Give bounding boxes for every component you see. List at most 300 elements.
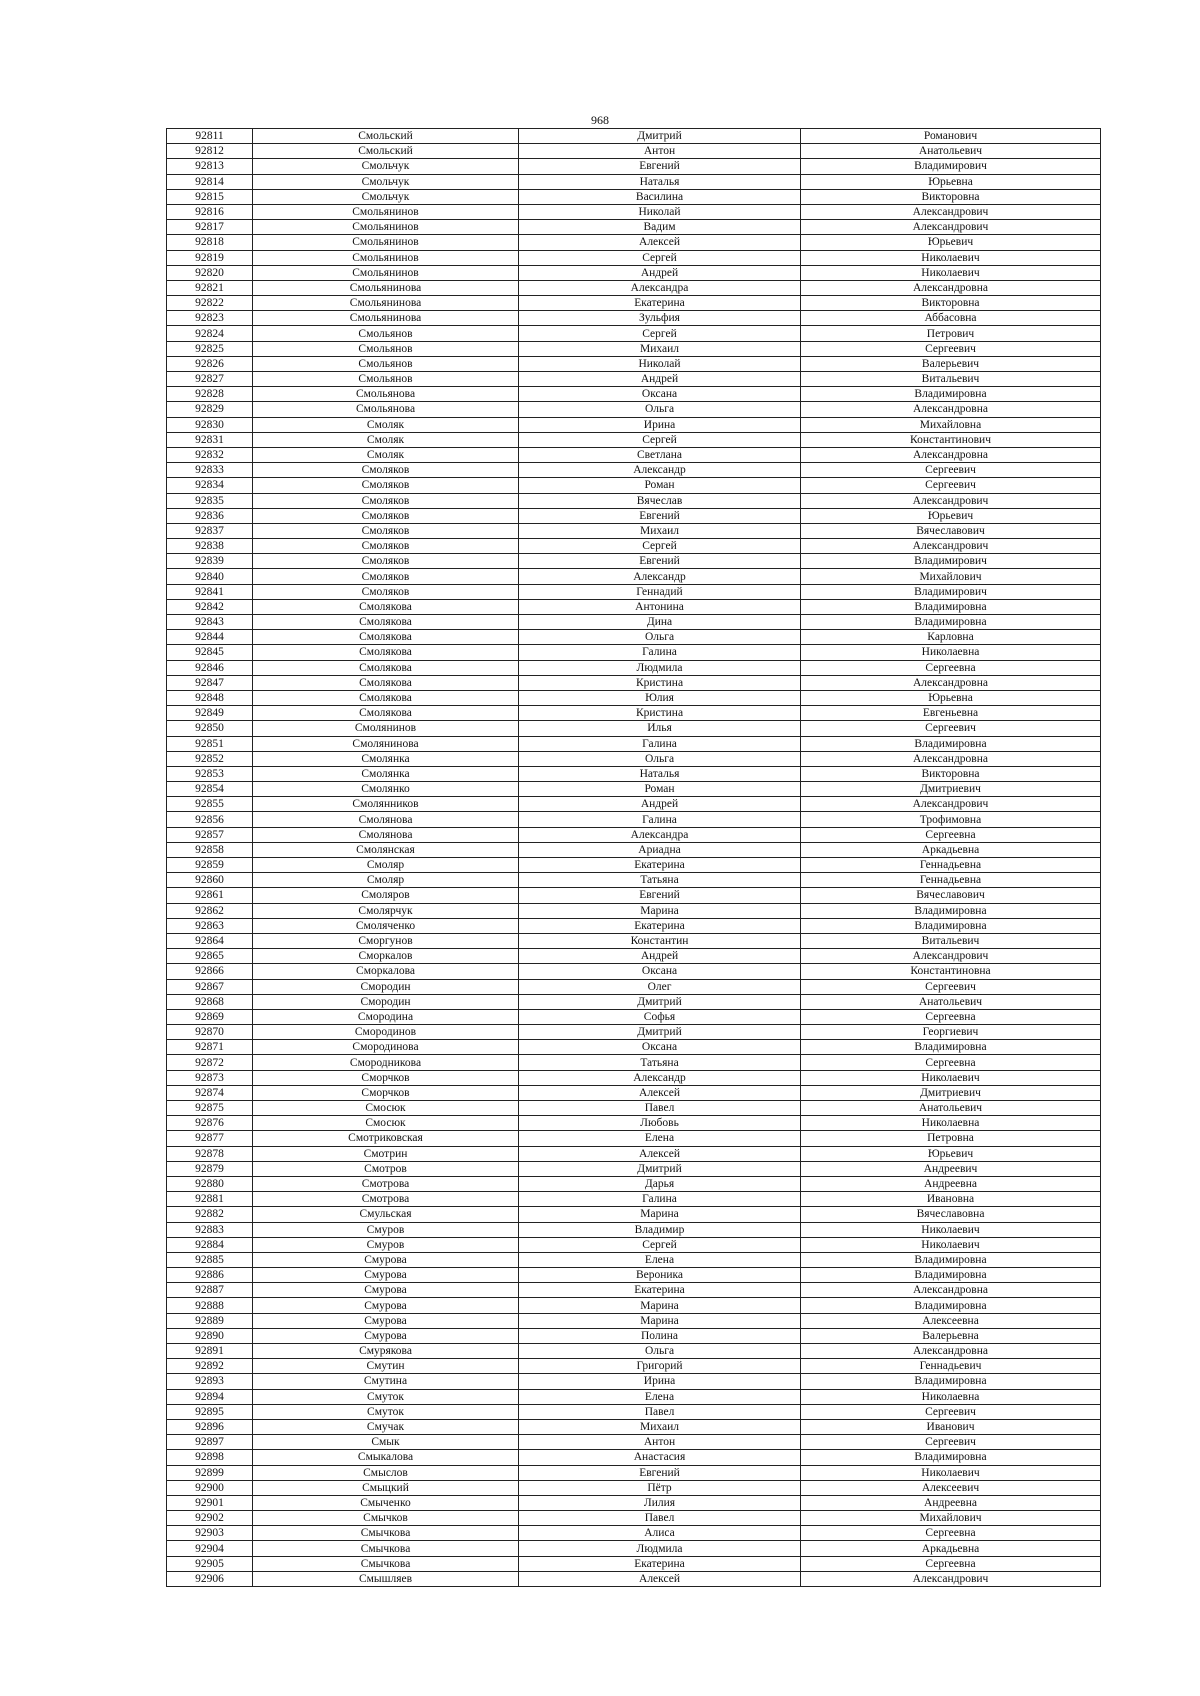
- patronymic-cell: Аркадьевна: [801, 1541, 1101, 1556]
- last-name-cell: Смыцкий: [253, 1480, 519, 1495]
- record-number-cell: 92825: [167, 341, 253, 356]
- record-number-cell: 92856: [167, 812, 253, 827]
- patronymic-cell: Владимировна: [801, 1252, 1101, 1267]
- last-name-cell: Смолянинова: [253, 736, 519, 751]
- record-number-cell: 92875: [167, 1101, 253, 1116]
- first-name-cell: Людмила: [519, 660, 801, 675]
- last-name-cell: Смольянинова: [253, 311, 519, 326]
- patronymic-cell: Карловна: [801, 630, 1101, 645]
- first-name-cell: Николай: [519, 204, 801, 219]
- first-name-cell: Вячеслав: [519, 493, 801, 508]
- first-name-cell: Наталья: [519, 174, 801, 189]
- first-name-cell: Андрей: [519, 797, 801, 812]
- patronymic-cell: Дмитриевич: [801, 782, 1101, 797]
- last-name-cell: Смурова: [253, 1298, 519, 1313]
- table-row: [167, 356, 1101, 371]
- first-name-cell: Ольга: [519, 1344, 801, 1359]
- table-row: [167, 797, 1101, 812]
- patronymic-cell: Николаевич: [801, 1237, 1101, 1252]
- first-name-cell: Татьяна: [519, 1055, 801, 1070]
- patronymic-cell: Константинович: [801, 432, 1101, 447]
- table-row: [167, 1313, 1101, 1328]
- record-number-cell: 92862: [167, 903, 253, 918]
- table-row: [167, 979, 1101, 994]
- record-number-cell: 92822: [167, 296, 253, 311]
- first-name-cell: Алексей: [519, 1146, 801, 1161]
- last-name-cell: Смуров: [253, 1237, 519, 1252]
- record-number-cell: 92873: [167, 1070, 253, 1085]
- table-row: [167, 706, 1101, 721]
- table-row: [167, 402, 1101, 417]
- record-number-cell: 92849: [167, 706, 253, 721]
- first-name-cell: Павел: [519, 1404, 801, 1419]
- table-row: [167, 812, 1101, 827]
- table-row: [167, 1025, 1101, 1040]
- record-number-cell: 92903: [167, 1526, 253, 1541]
- last-name-cell: Смычкова: [253, 1541, 519, 1556]
- names-table-body: [167, 129, 1101, 1587]
- last-name-cell: Смородникова: [253, 1055, 519, 1070]
- last-name-cell: Смычкова: [253, 1556, 519, 1571]
- record-number-cell: 92850: [167, 721, 253, 736]
- last-name-cell: Смыкалова: [253, 1450, 519, 1465]
- table-row: [167, 903, 1101, 918]
- patronymic-cell: Юрьевич: [801, 1146, 1101, 1161]
- table-row: [167, 174, 1101, 189]
- first-name-cell: Павел: [519, 1511, 801, 1526]
- last-name-cell: Сморкалова: [253, 964, 519, 979]
- patronymic-cell: Иванович: [801, 1419, 1101, 1434]
- patronymic-cell: Александрович: [801, 949, 1101, 964]
- first-name-cell: Михаил: [519, 523, 801, 538]
- patronymic-cell: Юрьевна: [801, 690, 1101, 705]
- first-name-cell: Олег: [519, 979, 801, 994]
- first-name-cell: Юлия: [519, 690, 801, 705]
- table-row: [167, 387, 1101, 402]
- first-name-cell: Кристина: [519, 675, 801, 690]
- last-name-cell: Смоляков: [253, 584, 519, 599]
- patronymic-cell: Владимировна: [801, 736, 1101, 751]
- patronymic-cell: Петровна: [801, 1131, 1101, 1146]
- last-name-cell: Смотрова: [253, 1192, 519, 1207]
- first-name-cell: Михаил: [519, 1419, 801, 1434]
- table-row: [167, 1207, 1101, 1222]
- last-name-cell: Смурова: [253, 1252, 519, 1267]
- last-name-cell: Смоляков: [253, 523, 519, 538]
- first-name-cell: Татьяна: [519, 873, 801, 888]
- last-name-cell: Смоляченко: [253, 918, 519, 933]
- table-row: [167, 1480, 1101, 1495]
- last-name-cell: Смычкова: [253, 1526, 519, 1541]
- patronymic-cell: Владимирович: [801, 584, 1101, 599]
- first-name-cell: Павел: [519, 1101, 801, 1116]
- last-name-cell: Смотров: [253, 1161, 519, 1176]
- table-row: [167, 417, 1101, 432]
- record-number-cell: 92893: [167, 1374, 253, 1389]
- last-name-cell: Смульская: [253, 1207, 519, 1222]
- table-row: [167, 1085, 1101, 1100]
- last-name-cell: Смолярчук: [253, 903, 519, 918]
- last-name-cell: Смолянко: [253, 782, 519, 797]
- last-name-cell: Смыченко: [253, 1495, 519, 1510]
- record-number-cell: 92817: [167, 220, 253, 235]
- patronymic-cell: Аббасовна: [801, 311, 1101, 326]
- first-name-cell: Евгений: [519, 159, 801, 174]
- first-name-cell: Владимир: [519, 1222, 801, 1237]
- table-row: [167, 1571, 1101, 1586]
- patronymic-cell: Александрович: [801, 797, 1101, 812]
- last-name-cell: Смоляк: [253, 417, 519, 432]
- patronymic-cell: Александровна: [801, 675, 1101, 690]
- patronymic-cell: Петрович: [801, 326, 1101, 341]
- record-number-cell: 92819: [167, 250, 253, 265]
- record-number-cell: 92883: [167, 1222, 253, 1237]
- table-row: [167, 1283, 1101, 1298]
- record-number-cell: 92870: [167, 1025, 253, 1040]
- first-name-cell: Вадим: [519, 220, 801, 235]
- table-row: [167, 1298, 1101, 1313]
- table-row: [167, 265, 1101, 280]
- patronymic-cell: Вячеславович: [801, 888, 1101, 903]
- first-name-cell: Елена: [519, 1389, 801, 1404]
- first-name-cell: Алексей: [519, 1085, 801, 1100]
- table-row: [167, 736, 1101, 751]
- record-number-cell: 92892: [167, 1359, 253, 1374]
- patronymic-cell: Владимировна: [801, 1298, 1101, 1313]
- patronymic-cell: Николаевич: [801, 1465, 1101, 1480]
- first-name-cell: Наталья: [519, 766, 801, 781]
- record-number-cell: 92877: [167, 1131, 253, 1146]
- record-number-cell: 92902: [167, 1511, 253, 1526]
- patronymic-cell: Дмитриевич: [801, 1085, 1101, 1100]
- last-name-cell: Смольчук: [253, 189, 519, 204]
- record-number-cell: 92888: [167, 1298, 253, 1313]
- record-number-cell: 92827: [167, 372, 253, 387]
- record-number-cell: 92871: [167, 1040, 253, 1055]
- last-name-cell: Смольский: [253, 144, 519, 159]
- record-number-cell: 92889: [167, 1313, 253, 1328]
- record-number-cell: 92855: [167, 797, 253, 812]
- last-name-cell: Смоляков: [253, 463, 519, 478]
- last-name-cell: Смотрова: [253, 1176, 519, 1191]
- patronymic-cell: Николаевич: [801, 1222, 1101, 1237]
- first-name-cell: Галина: [519, 736, 801, 751]
- last-name-cell: Смосюк: [253, 1101, 519, 1116]
- first-name-cell: Анастасия: [519, 1450, 801, 1465]
- last-name-cell: Смолянинов: [253, 721, 519, 736]
- record-number-cell: 92814: [167, 174, 253, 189]
- patronymic-cell: Николаевич: [801, 1070, 1101, 1085]
- patronymic-cell: Сергеевич: [801, 979, 1101, 994]
- record-number-cell: 92840: [167, 569, 253, 584]
- last-name-cell: Смолякова: [253, 599, 519, 614]
- first-name-cell: Дарья: [519, 1176, 801, 1191]
- first-name-cell: Екатерина: [519, 1556, 801, 1571]
- patronymic-cell: Сергеевич: [801, 1435, 1101, 1450]
- patronymic-cell: Анатольевич: [801, 1101, 1101, 1116]
- table-row: [167, 554, 1101, 569]
- table-row: [167, 630, 1101, 645]
- record-number-cell: 92820: [167, 265, 253, 280]
- patronymic-cell: Сергеевна: [801, 1055, 1101, 1070]
- table-row: [167, 994, 1101, 1009]
- last-name-cell: Смолянская: [253, 842, 519, 857]
- record-number-cell: 92905: [167, 1556, 253, 1571]
- first-name-cell: Евгений: [519, 1465, 801, 1480]
- record-number-cell: 92830: [167, 417, 253, 432]
- last-name-cell: Смоляков: [253, 569, 519, 584]
- table-row: [167, 933, 1101, 948]
- patronymic-cell: Владимировна: [801, 1268, 1101, 1283]
- record-number-cell: 92833: [167, 463, 253, 478]
- record-number-cell: 92811: [167, 129, 253, 144]
- first-name-cell: Александр: [519, 569, 801, 584]
- last-name-cell: Смутин: [253, 1359, 519, 1374]
- last-name-cell: Смурова: [253, 1268, 519, 1283]
- table-row: [167, 721, 1101, 736]
- last-name-cell: Смотрин: [253, 1146, 519, 1161]
- last-name-cell: Смыслов: [253, 1465, 519, 1480]
- first-name-cell: Дмитрий: [519, 1025, 801, 1040]
- last-name-cell: Смольянинов: [253, 204, 519, 219]
- record-number-cell: 92868: [167, 994, 253, 1009]
- first-name-cell: Василина: [519, 189, 801, 204]
- patronymic-cell: Владимировна: [801, 918, 1101, 933]
- patronymic-cell: Юрьевич: [801, 235, 1101, 250]
- first-name-cell: Любовь: [519, 1116, 801, 1131]
- table-row: [167, 1131, 1101, 1146]
- last-name-cell: Смоляков: [253, 554, 519, 569]
- last-name-cell: Смурова: [253, 1283, 519, 1298]
- patronymic-cell: Николаевна: [801, 1389, 1101, 1404]
- record-number-cell: 92879: [167, 1161, 253, 1176]
- first-name-cell: Александр: [519, 1070, 801, 1085]
- patronymic-cell: Владимировна: [801, 903, 1101, 918]
- record-number-cell: 92872: [167, 1055, 253, 1070]
- table-row: [167, 949, 1101, 964]
- record-number-cell: 92874: [167, 1085, 253, 1100]
- record-number-cell: 92866: [167, 964, 253, 979]
- first-name-cell: Константин: [519, 933, 801, 948]
- table-row: [167, 1404, 1101, 1419]
- table-row: [167, 478, 1101, 493]
- last-name-cell: Смоляков: [253, 478, 519, 493]
- record-number-cell: 92882: [167, 1207, 253, 1222]
- last-name-cell: Смольянова: [253, 402, 519, 417]
- patronymic-cell: Валерьевич: [801, 356, 1101, 371]
- patronymic-cell: Геннадьевна: [801, 873, 1101, 888]
- table-row: [167, 1237, 1101, 1252]
- table-row: [167, 508, 1101, 523]
- record-number-cell: 92876: [167, 1116, 253, 1131]
- table-row: [167, 1192, 1101, 1207]
- table-row: [167, 1252, 1101, 1267]
- first-name-cell: Сергей: [519, 250, 801, 265]
- record-number-cell: 92857: [167, 827, 253, 842]
- table-row: [167, 280, 1101, 295]
- first-name-cell: Дина: [519, 615, 801, 630]
- first-name-cell: Ольга: [519, 751, 801, 766]
- last-name-cell: Смуров: [253, 1222, 519, 1237]
- table-row: [167, 1511, 1101, 1526]
- first-name-cell: Александра: [519, 280, 801, 295]
- last-name-cell: Сморкалов: [253, 949, 519, 964]
- patronymic-cell: Анатольевич: [801, 994, 1101, 1009]
- table-row: [167, 493, 1101, 508]
- last-name-cell: Смолянова: [253, 827, 519, 842]
- last-name-cell: Смольский: [253, 129, 519, 144]
- record-number-cell: 92860: [167, 873, 253, 888]
- patronymic-cell: Вячеславович: [801, 523, 1101, 538]
- patronymic-cell: Александрович: [801, 204, 1101, 219]
- first-name-cell: Сергей: [519, 1237, 801, 1252]
- patronymic-cell: Александровна: [801, 751, 1101, 766]
- last-name-cell: Смурова: [253, 1313, 519, 1328]
- table-row: [167, 964, 1101, 979]
- first-name-cell: Оксана: [519, 1040, 801, 1055]
- table-row: [167, 569, 1101, 584]
- table-row: [167, 645, 1101, 660]
- first-name-cell: Екатерина: [519, 918, 801, 933]
- patronymic-cell: Николаевич: [801, 250, 1101, 265]
- patronymic-cell: Георгиевич: [801, 1025, 1101, 1040]
- table-row: [167, 1055, 1101, 1070]
- first-name-cell: Роман: [519, 782, 801, 797]
- patronymic-cell: Владимировна: [801, 387, 1101, 402]
- record-number-cell: 92898: [167, 1450, 253, 1465]
- last-name-cell: Смолякова: [253, 630, 519, 645]
- table-row: [167, 144, 1101, 159]
- last-name-cell: Смолякова: [253, 706, 519, 721]
- record-number-cell: 92837: [167, 523, 253, 538]
- record-number-cell: 92880: [167, 1176, 253, 1191]
- patronymic-cell: Сергеевна: [801, 1556, 1101, 1571]
- record-number-cell: 92848: [167, 690, 253, 705]
- first-name-cell: Андрей: [519, 372, 801, 387]
- first-name-cell: Александра: [519, 827, 801, 842]
- first-name-cell: Людмила: [519, 1541, 801, 1556]
- patronymic-cell: Андреевна: [801, 1176, 1101, 1191]
- patronymic-cell: Владимировна: [801, 1040, 1101, 1055]
- table-row: [167, 888, 1101, 903]
- table-row: [167, 1328, 1101, 1343]
- first-name-cell: Илья: [519, 721, 801, 736]
- record-number-cell: 92851: [167, 736, 253, 751]
- first-name-cell: Оксана: [519, 964, 801, 979]
- first-name-cell: Оксана: [519, 387, 801, 402]
- last-name-cell: Смоляков: [253, 493, 519, 508]
- record-number-cell: 92859: [167, 858, 253, 873]
- first-name-cell: Галина: [519, 1192, 801, 1207]
- table-row: [167, 250, 1101, 265]
- first-name-cell: Галина: [519, 812, 801, 827]
- first-name-cell: Екатерина: [519, 296, 801, 311]
- table-row: [167, 1268, 1101, 1283]
- first-name-cell: Марина: [519, 1207, 801, 1222]
- table-row: [167, 599, 1101, 614]
- record-number-cell: 92899: [167, 1465, 253, 1480]
- record-number-cell: 92906: [167, 1571, 253, 1586]
- first-name-cell: Антонина: [519, 599, 801, 614]
- last-name-cell: Смольянинова: [253, 296, 519, 311]
- last-name-cell: Смуток: [253, 1389, 519, 1404]
- record-number-cell: 92847: [167, 675, 253, 690]
- record-number-cell: 92829: [167, 402, 253, 417]
- first-name-cell: Кристина: [519, 706, 801, 721]
- names-table: [166, 128, 1101, 1587]
- table-row: [167, 204, 1101, 219]
- patronymic-cell: Константиновна: [801, 964, 1101, 979]
- last-name-cell: Сморгунов: [253, 933, 519, 948]
- patronymic-cell: Александрович: [801, 1571, 1101, 1586]
- last-name-cell: Смольянинов: [253, 250, 519, 265]
- table-row: [167, 1465, 1101, 1480]
- record-number-cell: 92869: [167, 1009, 253, 1024]
- first-name-cell: Светлана: [519, 447, 801, 462]
- patronymic-cell: Евгеньевна: [801, 706, 1101, 721]
- patronymic-cell: Андреевич: [801, 1161, 1101, 1176]
- patronymic-cell: Михайловна: [801, 417, 1101, 432]
- table-row: [167, 341, 1101, 356]
- first-name-cell: Ариадна: [519, 842, 801, 857]
- record-number-cell: 92838: [167, 539, 253, 554]
- record-number-cell: 92897: [167, 1435, 253, 1450]
- table-row: [167, 296, 1101, 311]
- table-row: [167, 782, 1101, 797]
- patronymic-cell: Владимировна: [801, 599, 1101, 614]
- record-number-cell: 92887: [167, 1283, 253, 1298]
- first-name-cell: Пётр: [519, 1480, 801, 1495]
- table-row: [167, 539, 1101, 554]
- patronymic-cell: Сергеевич: [801, 341, 1101, 356]
- patronymic-cell: Викторовна: [801, 296, 1101, 311]
- patronymic-cell: Геннадьевич: [801, 1359, 1101, 1374]
- last-name-cell: Смолянова: [253, 812, 519, 827]
- record-number-cell: 92846: [167, 660, 253, 675]
- first-name-cell: Алиса: [519, 1526, 801, 1541]
- record-number-cell: 92836: [167, 508, 253, 523]
- table-row: [167, 842, 1101, 857]
- last-name-cell: Смоляк: [253, 447, 519, 462]
- table-row: [167, 1359, 1101, 1374]
- last-name-cell: Смурякова: [253, 1344, 519, 1359]
- first-name-cell: Сергей: [519, 539, 801, 554]
- first-name-cell: Марина: [519, 903, 801, 918]
- table-row: [167, 1009, 1101, 1024]
- patronymic-cell: Александровна: [801, 280, 1101, 295]
- table-row: [167, 1419, 1101, 1434]
- patronymic-cell: Владимировна: [801, 1450, 1101, 1465]
- last-name-cell: Смолянка: [253, 751, 519, 766]
- record-number-cell: 92863: [167, 918, 253, 933]
- table-row: [167, 1389, 1101, 1404]
- table-row: [167, 1161, 1101, 1176]
- record-number-cell: 92894: [167, 1389, 253, 1404]
- first-name-cell: Софья: [519, 1009, 801, 1024]
- first-name-cell: Алексей: [519, 1571, 801, 1586]
- first-name-cell: Ирина: [519, 1374, 801, 1389]
- table-row: [167, 1556, 1101, 1571]
- record-number-cell: 92834: [167, 478, 253, 493]
- last-name-cell: Смутина: [253, 1374, 519, 1389]
- first-name-cell: Елена: [519, 1131, 801, 1146]
- record-number-cell: 92885: [167, 1252, 253, 1267]
- patronymic-cell: Трофимовна: [801, 812, 1101, 827]
- record-number-cell: 92845: [167, 645, 253, 660]
- first-name-cell: Лилия: [519, 1495, 801, 1510]
- patronymic-cell: Сергеевна: [801, 827, 1101, 842]
- last-name-cell: Смольянинова: [253, 280, 519, 295]
